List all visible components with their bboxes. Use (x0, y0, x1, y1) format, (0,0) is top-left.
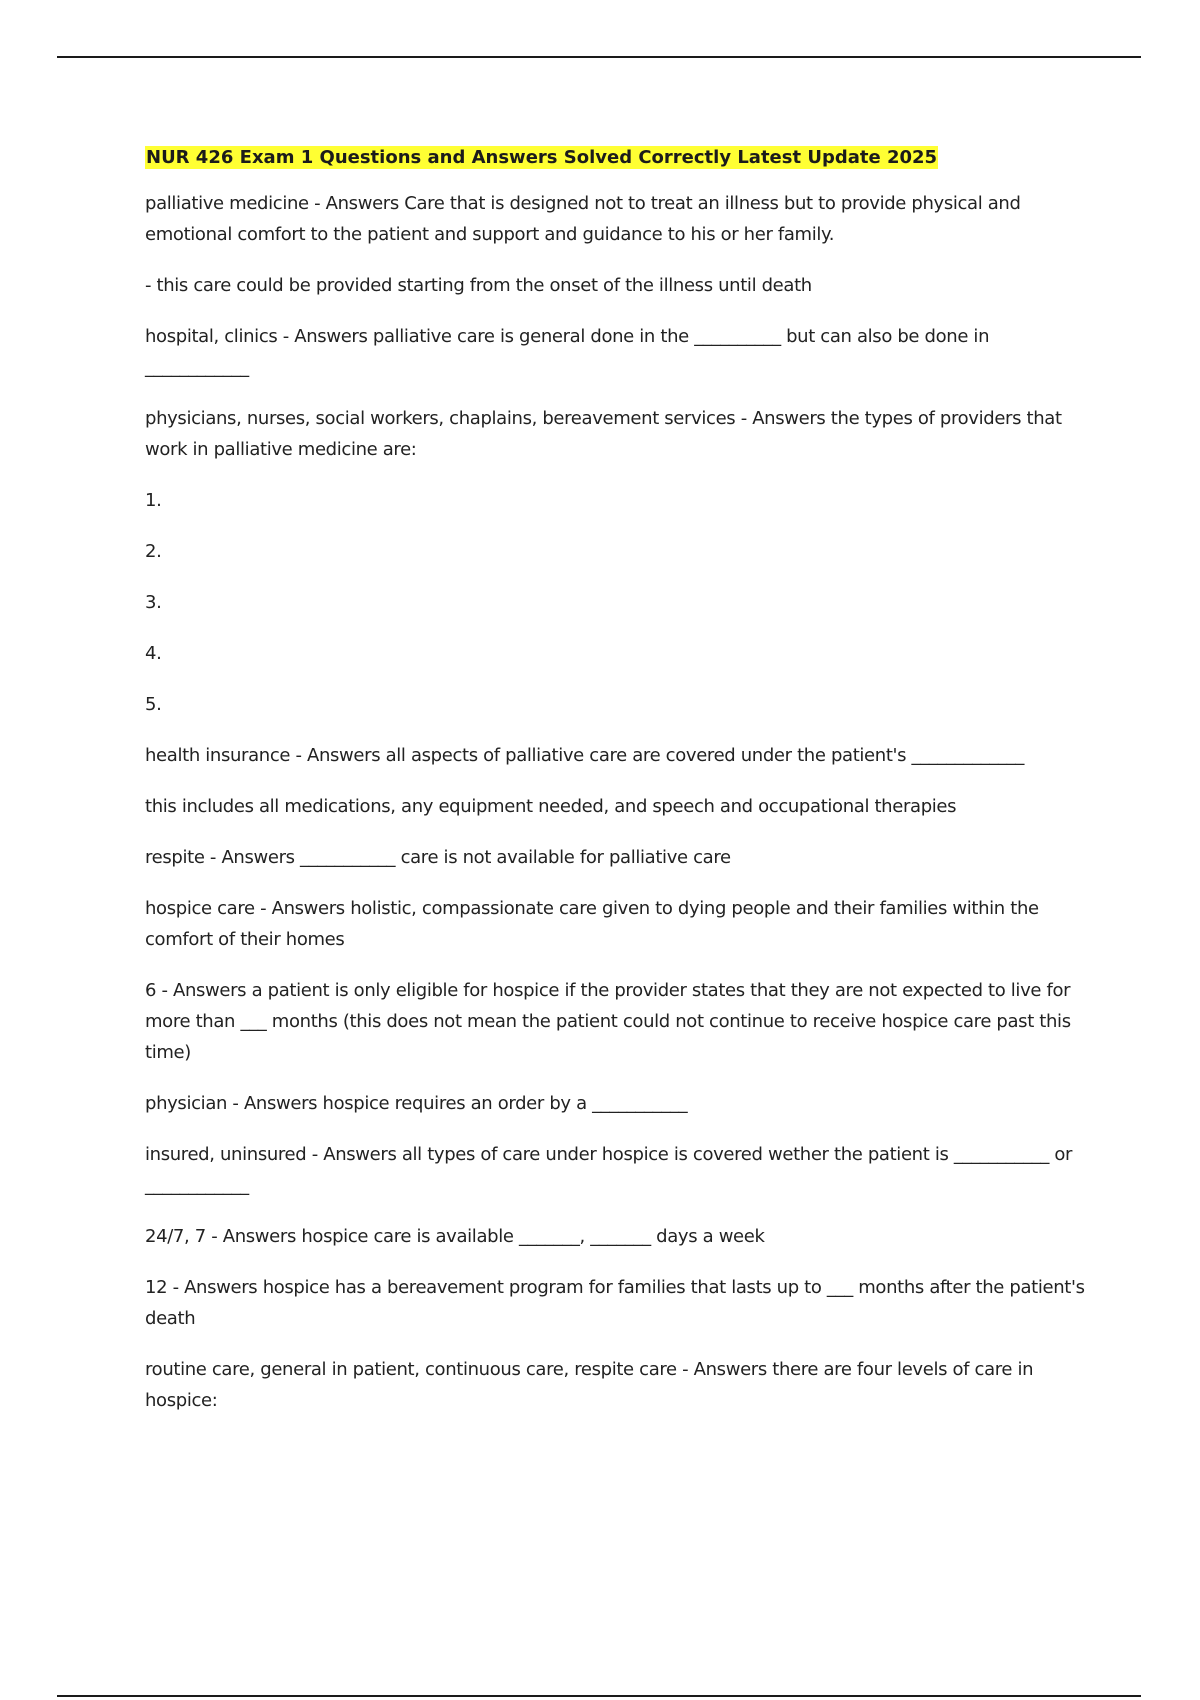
top-rule (57, 56, 1141, 58)
paragraph-medications: this includes all medications, any equipment needed, and speech and occupational therapies (145, 796, 957, 817)
paragraph-providers: physicians, nurses, social workers, chaplains, bereavement services - Answers the types of providers that work in palliative medicine are: (145, 408, 1062, 460)
bottom-rule (57, 1695, 1141, 1697)
paragraph-bereavement: 12 - Answers hospice has a bereavement program for families that lasts up to ___ months after the patient's death (145, 1277, 1085, 1329)
paragraph-availability: 24/7, 7 - Answers hospice care is available _______, _______ days a week (145, 1226, 765, 1247)
list-number-5: 5. (145, 694, 162, 715)
paragraph-palliative-medicine: palliative medicine - Answers Care that is designed not to treat an illness but to provide physical and emotional comfort to the patient and support and guidance to his or her family. (145, 193, 1021, 245)
list-number-1: 1. (145, 490, 162, 511)
paragraph-physician: physician - Answers hospice requires an order by a ___________ (145, 1093, 688, 1114)
list-number-4: 4. (145, 643, 162, 664)
paragraph-health-insurance: health insurance - Answers all aspects of palliative care are covered under the patient's _____________ (145, 745, 1024, 766)
document-body (145, 144, 1095, 1436)
paragraph-hospital-clinics: hospital, clinics - Answers palliative care is general done in the __________ but can also be done in ____________ (145, 326, 990, 378)
title-highlight: NUR 426 Exam 1 Questions and Answers Solved Correctly Latest Update 2025 (146, 147, 938, 168)
list-number-2: 2. (145, 541, 162, 562)
paragraph-hospice-care: hospice care - Answers holistic, compassionate care given to dying people and their families within the comfort of their homes (145, 898, 1039, 950)
paragraph-six-months: 6 - Answers a patient is only eligible for hospice if the provider states that they are not expected to live for more than ___ months (this does not mean the patient could not continue to receive hospice care past this time) (145, 980, 1071, 1063)
paragraph-respite: respite - Answers ___________ care is not available for palliative care (145, 847, 731, 868)
paragraph-levels-of-care: routine care, general in patient, continuous care, respite care - Answers there are four levels of care in hospice: (145, 1359, 1034, 1411)
paragraph-insured: insured, uninsured - Answers all types of care under hospice is covered wether the patient is ___________ or ____________ (145, 1144, 1073, 1196)
list-number-3: 3. (145, 592, 162, 613)
paragraph-care-onset: - this care could be provided starting from the onset of the illness until death (145, 275, 812, 296)
document-title (145, 144, 1095, 172)
